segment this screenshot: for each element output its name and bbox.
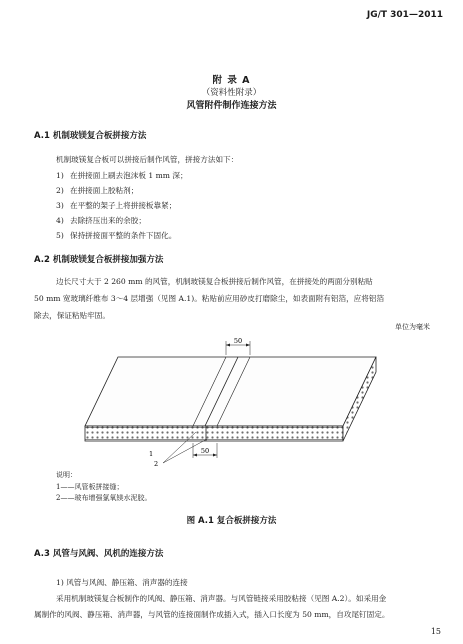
dimension-label-top: 50 (233, 337, 243, 345)
section-a3-heading: A.3 风管与风阀、风机的连接方法 (34, 549, 164, 559)
step-item: 1) 在拼接面上刷去泡沫板 1 mm 深； (56, 171, 188, 180)
section-a3-line-2: 属制作的风阀、静压箱、消声器，与风管的连接面制作成插入式，插入口长度为 50 mm，自攻尾钉固定。 (34, 610, 390, 619)
section-a3-line-1: 采用机制玻镁复合板制作的风阀、静压箱、消声器。与风管链接采用胶粘接（见图 A.2）。如采用金 (56, 594, 387, 603)
appendix-subtitle: （资料性附录） (201, 88, 262, 98)
step-item: 4) 去除挤压出来的余胶； (56, 216, 146, 225)
standard-code: JG/T 301—2011 (366, 10, 443, 20)
figure-legend-item-2: 2——玻布增强氯氧镁水泥胶。 (56, 494, 152, 502)
page-number: 15 (430, 627, 441, 636)
figure-caption: 图 A.1 复合板拼接方法 (186, 516, 277, 526)
figure-a1 (0, 335, 463, 470)
section-a2-line-1: 边长尺寸大于 2 260 mm 的风管，机制玻镁复合板拼接后制作风管，在拼接处的两面分别粘贴 (56, 277, 373, 286)
section-a2-line-2: 50 mm 宽玻璃纤维布 3～4 层增强（见图 A.1)。粘贴前应用砂皮打磨除尘，如表面附有铝箔，应将铝箔 (34, 294, 385, 303)
callout-label-2: 2 (154, 460, 159, 468)
section-a1-intro: 机制玻镁复合板可以拼接后制作风管，拼接方法如下： (56, 155, 239, 164)
figure-legend-item-1: 1——风管板拼接缝； (56, 483, 124, 491)
section-a3-subheading: 1) 风管与风阀、静压箱、消声器的连接 (56, 578, 188, 587)
step-item: 2) 在拼接面上胶粘剂； (56, 186, 139, 195)
board-top-face (85, 357, 376, 426)
figure-legend-title: 说明： (56, 471, 77, 479)
step-item: 5) 保持拼接面平整的条件下固化。 (56, 231, 177, 240)
unit-note: 单位为毫米 (395, 323, 430, 331)
dimension-label-bottom: 50 (200, 447, 210, 455)
section-a1-heading: A.1 机制玻镁复合板拼接方法 (34, 131, 147, 141)
callout-label-1: 1 (149, 450, 154, 458)
appendix-heading: 风管附件制作连接方法 (186, 101, 277, 111)
section-a2-heading: A.2 机制玻镁复合板拼接加强方法 (34, 255, 164, 265)
step-item: 3) 在平整的架子上将拼接板靠紧； (56, 201, 177, 210)
board-front-face (85, 426, 343, 441)
appendix-title: 附 录 A (212, 75, 251, 86)
section-a2-line-3: 除去，保证粘贴牢固。 (34, 311, 110, 320)
